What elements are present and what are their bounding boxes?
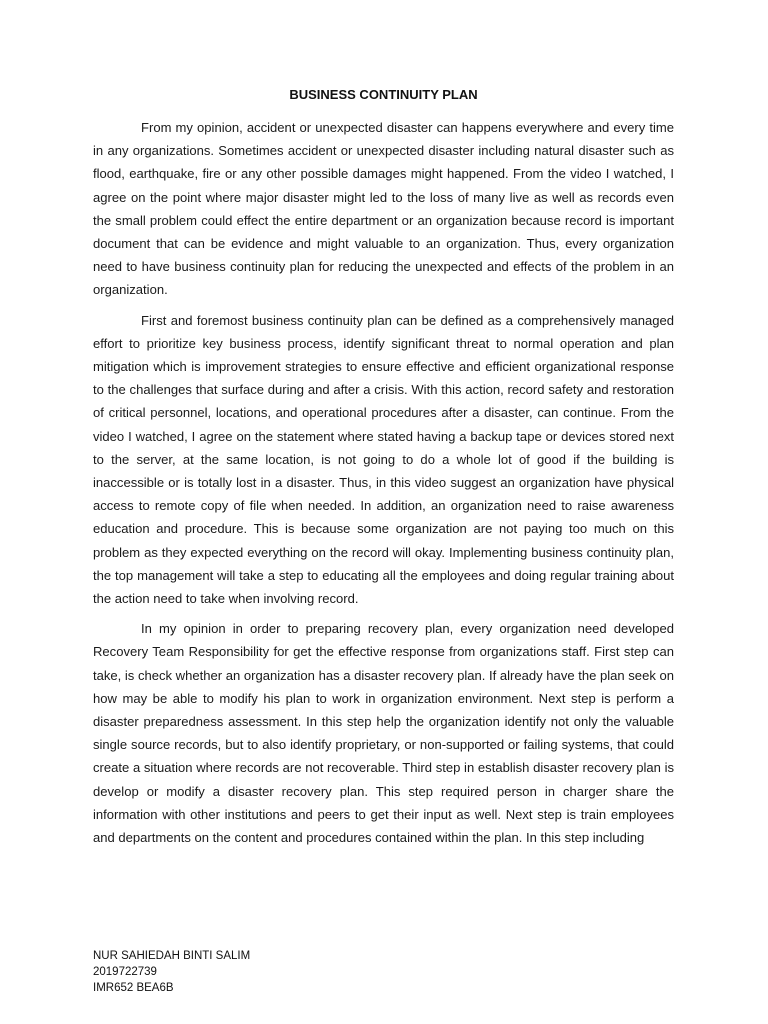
student-id: 2019722739 [93, 966, 157, 978]
author-name: NUR SAHIEDAH BINTI SALIM [93, 950, 251, 962]
author-footer [93, 948, 250, 996]
paragraph-3: In my opinion in order to preparing recovery plan, every organization need developed Recovery Team Responsibility for get the effective response from organizations staff. First step can take, is check whether an organization has a disaster recovery plan. If already have the plan seek on how may be able to modify his plan to work in organization environment. Next step is perform a disaster preparedness assessment. In this step help the organization identify not only the valuable single source records, but to also identify proprietary, or non-supported or failing systems, that could create a situation where records are not recoverable. Third step in establish disaster recovery plan is develop or modify a disaster recovery plan. This step required person in charger share the information with other institutions and peers to get their input as well. Next step is train employees and departments on the content and procedures contained within the plan. In this step including [93, 621, 674, 846]
document-body [93, 116, 674, 856]
paragraph-2: First and foremost business continuity plan can be defined as a comprehensively managed effort to prioritize key business process, identify significant threat to normal operation and plan mitigation which is improvement strategies to ensure effective and efficient organizational response to the challenges that surface during and after a crisis. With this action, record safety and restoration of critical personnel, locations, and operational procedures after a disaster, can continue. From the video I watched, I agree on the statement where stated having a backup tape or devices stored next to the server, at the same location, is not going to do a whole lot of good if the building is inaccessible or is totally lost in a disaster. Thus, in this video suggest an organization have physical access to remote copy of file when needed. In addition, an organization need to raise awareness education and procedure. This is because some organization are not paying too much on this problem as they expected everything on the record will okay. Implementing business continuity plan, the top management will take a step to educating all the employees and doing regular training about the action need to take when involving record. [93, 312, 674, 607]
document-title: BUSINESS CONTINUITY PLAN [289, 87, 478, 102]
paragraph-1: From my opinion, accident or unexpected disaster can happens everywhere and every time in any organizations. Sometimes accident or unexpected disaster including natural disaster such as flood, earthquake, fire or any other possible damages might happened. From the video I watched, I agree on the point where major disaster might led to the loss of many live as well as records even the small problem could effect the entire department or an organization because record is important document that can be evidence and might valuable to an organization. Thus, every organization need to have business continuity plan for reducing the unexpected and effects of the problem in an organization. [93, 120, 674, 298]
course-code: IMR652 BEA6B [93, 982, 174, 994]
